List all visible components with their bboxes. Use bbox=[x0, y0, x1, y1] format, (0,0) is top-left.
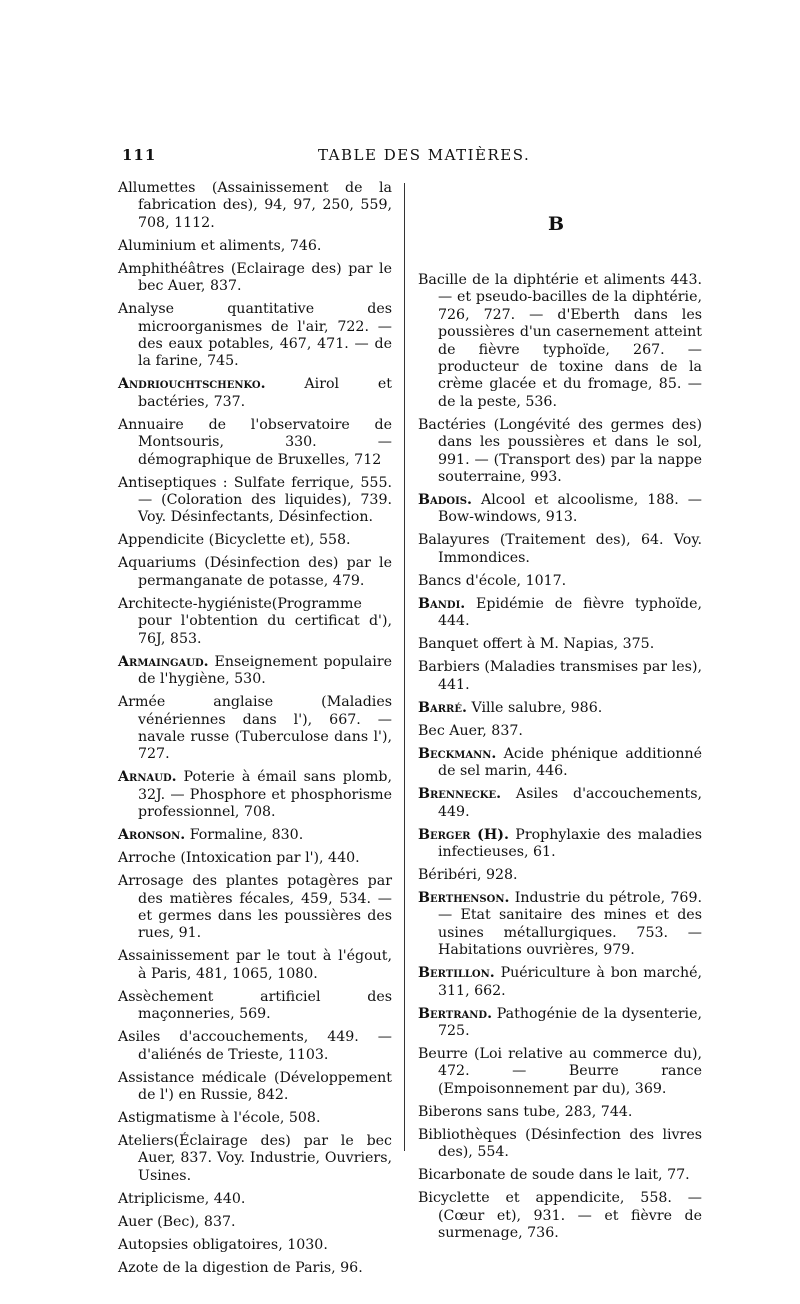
entry-text: Pathogénie de la dysenterie, 725. bbox=[438, 1005, 702, 1039]
entry-author: Andriouchtschenko. bbox=[118, 376, 266, 393]
index-column-left bbox=[118, 180, 392, 1283]
entry-text: Asiles d'accouchements, 449. — d'aliénés de Trieste, 1103. bbox=[118, 1029, 392, 1063]
index-entry bbox=[118, 1260, 392, 1277]
index-entry bbox=[418, 1006, 702, 1041]
section-letter: B bbox=[548, 213, 565, 235]
entry-text: Béribéri, 928. bbox=[418, 866, 518, 883]
index-column-right bbox=[418, 272, 702, 1248]
index-entry bbox=[118, 238, 392, 255]
entry-text: Astigmatisme à l'école, 508. bbox=[118, 1109, 321, 1126]
index-entry bbox=[118, 1070, 392, 1105]
entry-text: Bancs d'école, 1017. bbox=[418, 572, 567, 589]
entry-text: Alcool et alcoolisme, 188. — Bow-windows, 913. bbox=[438, 492, 702, 526]
entry-text: Assèchement artificiel des maçonneries, 569. bbox=[118, 988, 392, 1023]
index-entry bbox=[418, 867, 702, 884]
index-entry bbox=[418, 1127, 702, 1162]
index-entry bbox=[418, 786, 702, 821]
entry-text: Auer (Bec), 837. bbox=[118, 1213, 236, 1230]
entry-text: Beurre (Loi relative au commerce du), 472. — Beurre rance (Empoisonnement par du), 369. bbox=[418, 1045, 702, 1097]
entry-text: Banquet offert à M. Napias, 375. bbox=[418, 636, 655, 653]
index-entry bbox=[418, 492, 702, 527]
index-entry bbox=[118, 180, 392, 232]
index-entry bbox=[118, 596, 392, 648]
page-header bbox=[122, 146, 700, 170]
entry-author: Badois. bbox=[418, 492, 472, 509]
index-entry bbox=[418, 1046, 702, 1098]
entry-text: Arrosage des plantes potagères par des matières fécales, 459, 534. — et germes dans les poussières des rues, 91. bbox=[118, 873, 392, 942]
index-entry bbox=[418, 890, 702, 960]
index-entry bbox=[118, 1191, 392, 1208]
entry-text: Arroche (Intoxication par l'), 440. bbox=[118, 850, 360, 867]
index-entry bbox=[118, 850, 392, 867]
index-entry bbox=[118, 417, 392, 469]
entry-text: Amphithéâtres (Eclairage des) par le bec Auer, 837. bbox=[118, 260, 392, 295]
entry-text: Puériculture à bon marché, 311, 662. bbox=[438, 965, 702, 999]
index-entry bbox=[418, 1190, 702, 1242]
entry-text: Antiseptiques : Sulfate ferrique, 555. — (Coloration des liquides), 739. Voy. Désinfectants, Désinfection. bbox=[118, 474, 392, 526]
index-entry bbox=[118, 1029, 392, 1064]
index-entry bbox=[418, 723, 702, 740]
entry-text: Enseignement populaire de l'hygiène, 530. bbox=[138, 653, 392, 688]
index-entry bbox=[418, 700, 702, 717]
entry-author: Bandi. bbox=[418, 595, 466, 612]
entry-text: Annuaire de l'observatoire de Montsouris, 330. — démographique de Bruxelles, 712 bbox=[118, 416, 392, 468]
entry-author: Berger (H). bbox=[418, 826, 509, 843]
entry-text: Assainissement par le tout à l'égout, à Paris, 481, 1065, 1080. bbox=[118, 948, 392, 982]
entry-text: Asiles d'accouchements, 449. bbox=[438, 786, 702, 820]
entry-text: Armée anglaise (Maladies vénériennes dans l'), 667. — navale russe (Tuberculose dans l'), 727. bbox=[118, 694, 392, 763]
index-entry bbox=[118, 261, 392, 296]
entry-author: Berthenson. bbox=[418, 889, 510, 906]
entry-text: Azote de la digestion de Paris, 96. bbox=[118, 1259, 363, 1276]
entry-author: Arnaud. bbox=[118, 769, 177, 786]
entry-text: Bicyclette et appendicite, 558. — (Cœur et), 931. — et fièvre de surmenage, 736. bbox=[418, 1190, 702, 1241]
entry-text: Autopsies obligatoires, 1030. bbox=[118, 1236, 328, 1253]
entry-text: Atriplicisme, 440. bbox=[118, 1190, 246, 1207]
index-entry bbox=[418, 417, 702, 487]
entry-text: Acide phénique additionné de sel marin, 446. bbox=[438, 745, 702, 780]
index-entry bbox=[418, 659, 702, 694]
entry-author: Armaingaud. bbox=[118, 653, 209, 670]
index-entry bbox=[418, 1167, 702, 1184]
entry-text: Assistance médicale (Développement de l') en Russie, 842. bbox=[118, 1069, 392, 1103]
entry-text: Allumettes (Assainissement de la fabrication des), 94, 97, 250, 559, 708, 1112. bbox=[118, 180, 392, 231]
column-divider bbox=[404, 183, 405, 1151]
entry-text: Balayures (Traitement des), 64. Voy. Immondices. bbox=[418, 532, 702, 566]
entry-text: Architecte-hygiéniste(Programme pour l'obtention du certificat d'), 76J, 853. bbox=[118, 595, 392, 647]
entry-text: Ateliers(Éclairage des) par le bec Auer, 837. Voy. Industrie, Ouvriers, Usines. bbox=[118, 1132, 392, 1184]
entry-text: Formaline, 830. bbox=[185, 827, 304, 844]
page-number: 111 bbox=[122, 146, 157, 164]
index-entry bbox=[118, 873, 392, 943]
entry-text: Barbiers (Maladies transmises par les), 441. bbox=[418, 659, 702, 693]
entry-text: Epidémie de fièvre typhoïde, 444. bbox=[438, 595, 702, 630]
entry-author: Barré. bbox=[418, 699, 467, 716]
entry-text: Aquariums (Désinfection des) par le permanganate de potasse, 479. bbox=[118, 555, 392, 589]
entry-author: Beckmann. bbox=[418, 745, 497, 762]
index-entry bbox=[418, 596, 702, 631]
index-entry bbox=[118, 532, 392, 549]
entry-text: Analyse quantitative des microorganismes de l'air, 722. — des eaux potables, 467, 471. — de la farine, 745. bbox=[118, 301, 392, 370]
entry-author: Bertillon. bbox=[418, 965, 495, 982]
index-entry bbox=[118, 1237, 392, 1254]
index-entry bbox=[418, 636, 702, 653]
index-entry bbox=[418, 965, 702, 1000]
index-entry bbox=[118, 769, 392, 821]
index-entry bbox=[118, 694, 392, 764]
index-entry bbox=[118, 301, 392, 371]
index-entry bbox=[118, 989, 392, 1024]
entry-text: Biberons sans tube, 283, 744. bbox=[418, 1103, 633, 1120]
entry-text: Bibliothèques (Désinfection des livres des), 554. bbox=[418, 1126, 702, 1161]
entry-text: Prophylaxie des maladies infectieuses, 61. bbox=[438, 826, 702, 860]
index-entry bbox=[118, 654, 392, 689]
index-entry bbox=[118, 1214, 392, 1231]
entry-text: Bec Auer, 837. bbox=[418, 722, 523, 739]
index-entry bbox=[118, 948, 392, 983]
index-entry bbox=[418, 573, 702, 590]
entry-text: Bicarbonate de soude dans le lait, 77. bbox=[418, 1167, 690, 1184]
running-title: TABLE DES MATIÈRES. bbox=[318, 146, 531, 164]
entry-text: Poterie à émail sans plomb, 32J. — Phosphore et phosphorisme professionnel, 708. bbox=[138, 769, 392, 821]
index-entry bbox=[118, 1110, 392, 1127]
index-entry bbox=[418, 532, 702, 567]
entry-text: Appendicite (Bicyclette et), 558. bbox=[118, 532, 351, 549]
entry-author: Brennecke. bbox=[418, 786, 502, 803]
index-entry bbox=[418, 746, 702, 781]
entry-text: Bactéries (Longévité des germes des) dans les poussières et dans le sol, 991. — (Transport des) par la nappe souterraine, 993. bbox=[418, 416, 702, 486]
index-entry bbox=[118, 1133, 392, 1185]
entry-text: Airol et bactéries, 737. bbox=[138, 376, 392, 410]
index-entry bbox=[118, 376, 392, 411]
index-entry bbox=[418, 1104, 702, 1121]
index-entry bbox=[118, 555, 392, 590]
entry-text: Ville salubre, 986. bbox=[466, 699, 603, 716]
index-entry bbox=[418, 272, 702, 411]
entry-author: Aronson. bbox=[118, 827, 186, 844]
index-entry bbox=[118, 475, 392, 527]
entry-text: Bacille de la diphtérie et aliments 443. — et pseudo-bacilles de la diphtérie, 726, 727. — d'Eberth dans les poussières d'un casernement atteint de fièvre typhoïde, 267. — producteur de toxine dans de la crème glacée et du fromage, 85. — de la peste, 536. bbox=[418, 272, 702, 410]
entry-text: Industrie du pétrole, 769. — Etat sanitaire des mines et des usines métallurgiques. 753. — Habitations ouvrières, 979. bbox=[438, 889, 702, 959]
entry-author: Bertrand. bbox=[418, 1005, 493, 1022]
index-entry bbox=[118, 827, 392, 844]
index-entry bbox=[418, 827, 702, 862]
entry-text: Aluminium et aliments, 746. bbox=[118, 237, 322, 254]
